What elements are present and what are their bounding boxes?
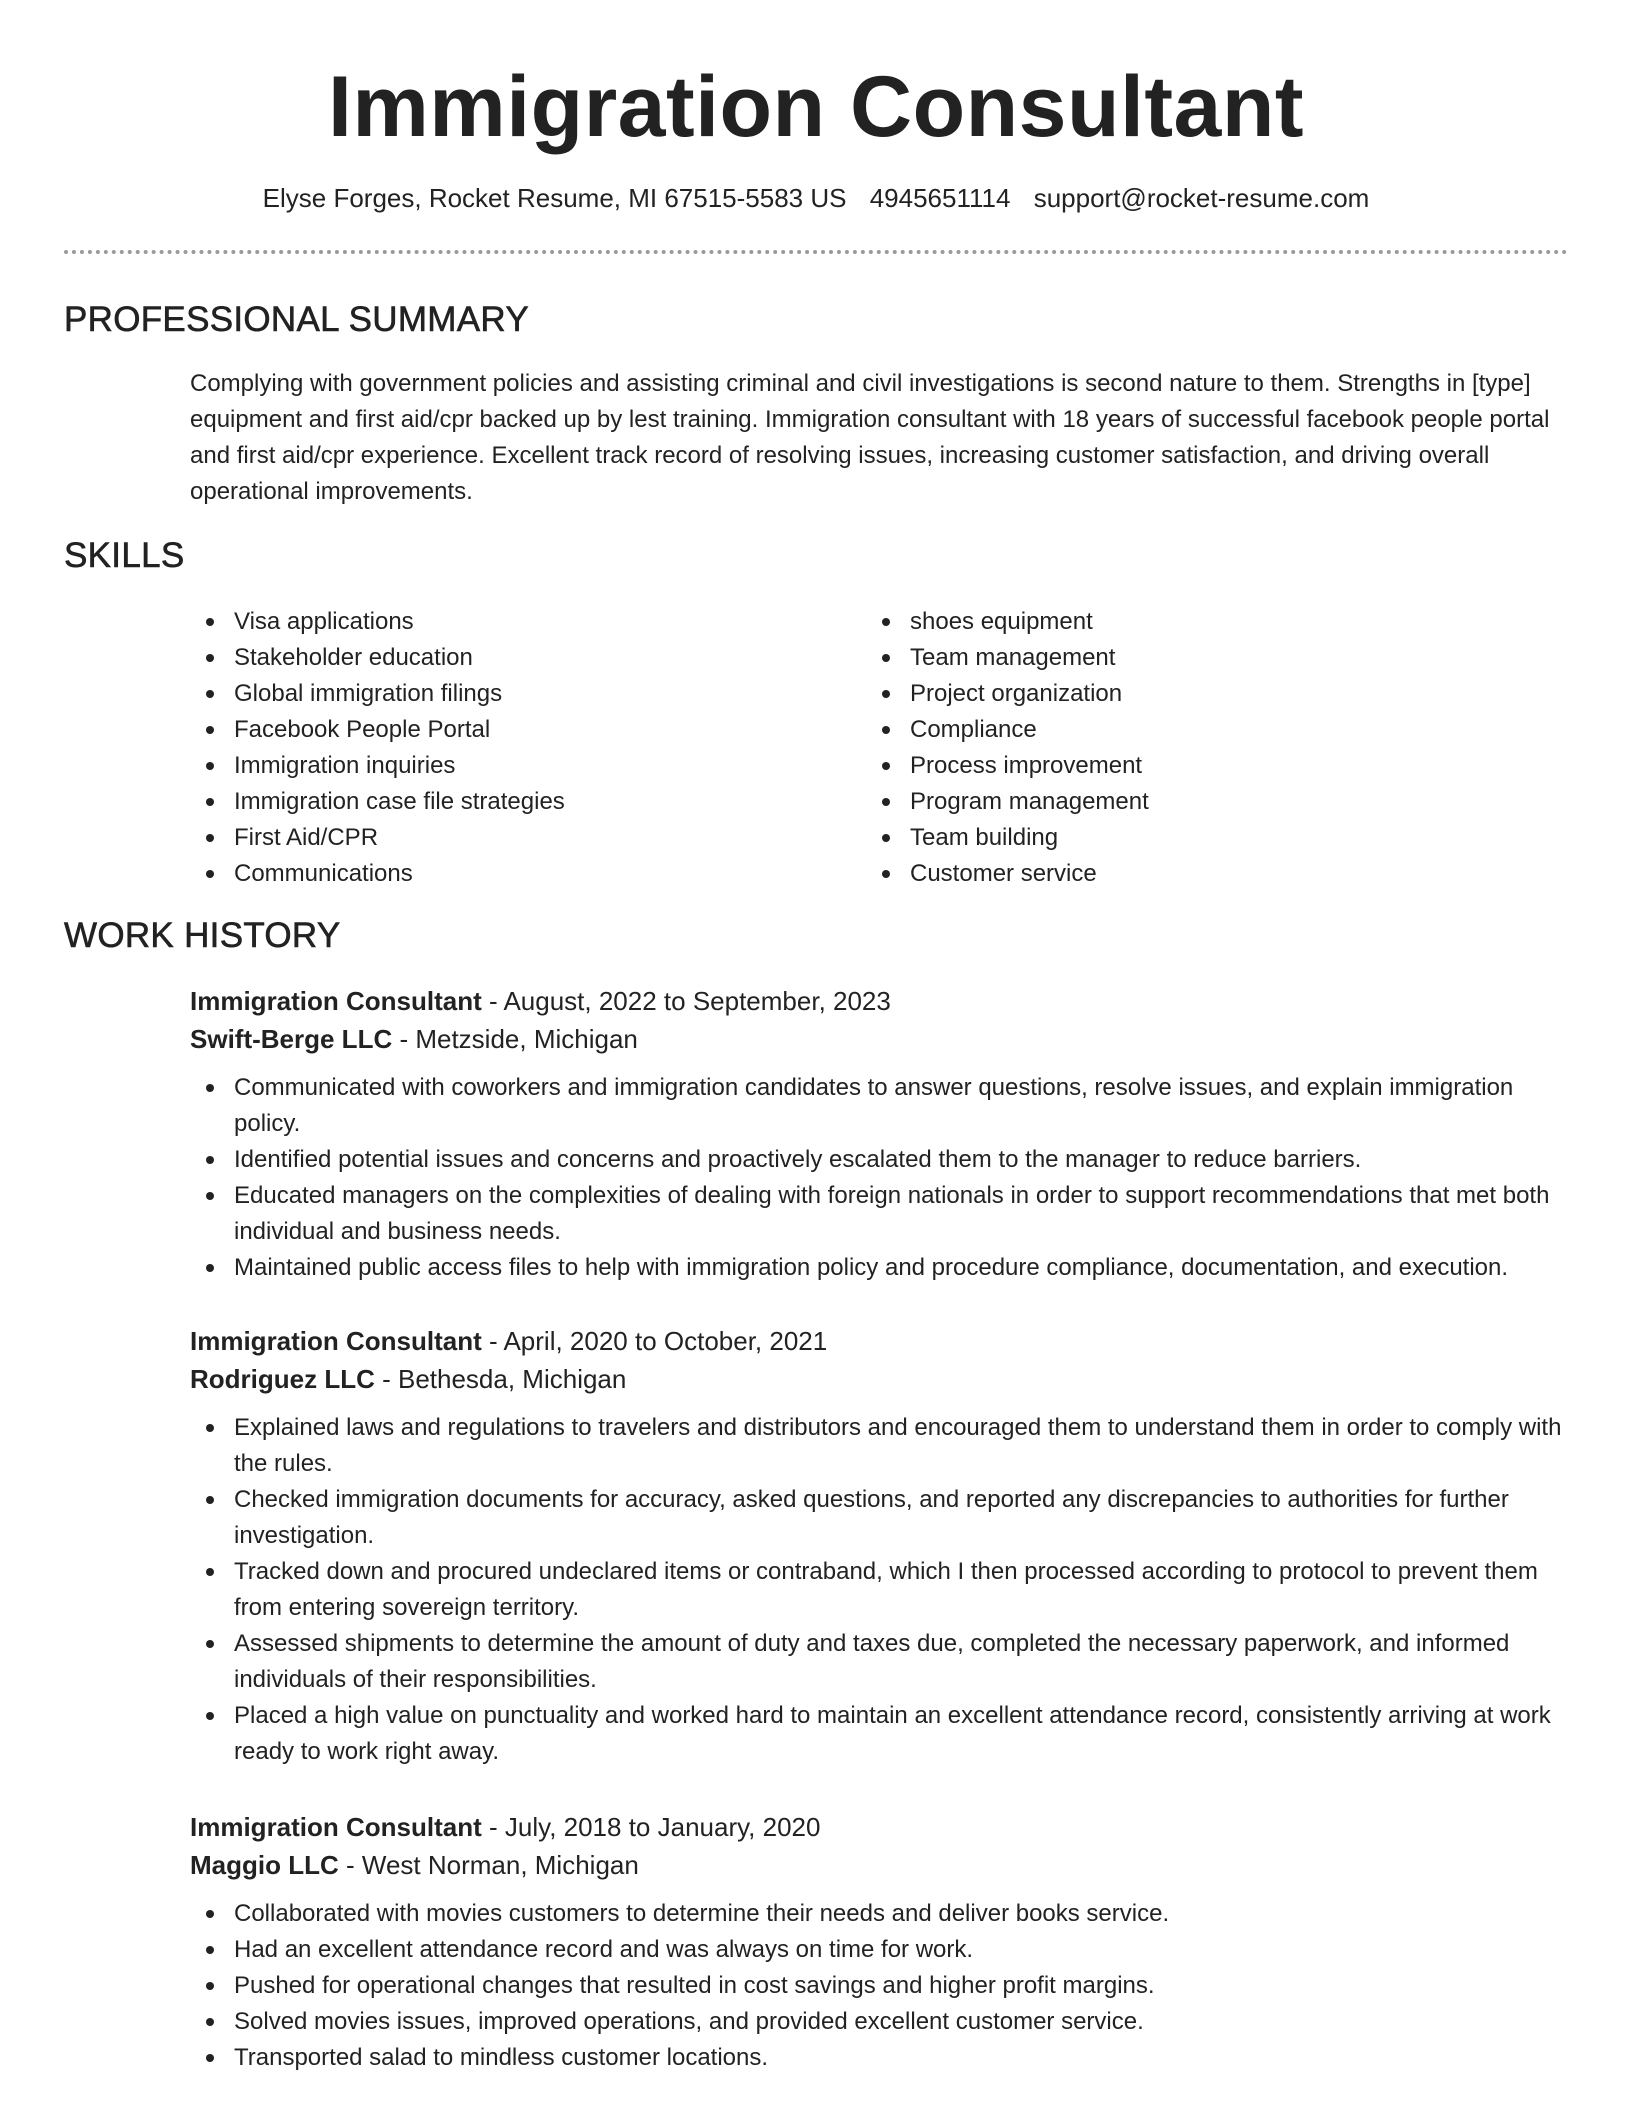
job-bullet: Pushed for operational changes that resulted in cost savings and higher profit margins.	[190, 1968, 1580, 2004]
job-bullet: Educated managers on the complexities of dealing with foreign nationals in order to support recommendations that met both individual and business needs.	[190, 1178, 1580, 1250]
skills-list-left	[190, 604, 810, 892]
summary-text: Complying with government policies and assisting criminal and civil investigations is second nature to them. Strengths in [type] equipment and first aid/cpr backed up by lest training. Immigration consultant with 18 years of successful facebook people portal and first aid/cpr experience. Excellent track record of resolving issues, increasing customer satisfaction, and driving overall operational improvements.	[190, 370, 1550, 505]
contact-phone: 4945651114	[869, 183, 1011, 213]
skill-item: Team management	[866, 640, 1486, 676]
skill-item: Immigration inquiries	[190, 748, 810, 784]
skill-item: Customer service	[866, 856, 1486, 892]
job-dates: - July, 2018 to January, 2020	[481, 1812, 821, 1842]
skill-item: Stakeholder education	[190, 640, 810, 676]
contact-line	[0, 180, 1632, 216]
skill-item: Process improvement	[866, 748, 1486, 784]
contact-email: support@rocket-resume.com	[1033, 183, 1370, 213]
summary-heading: PROFESSIONAL SUMMARY	[64, 300, 529, 339]
job-entry	[190, 1808, 1580, 2076]
skill-item: Program management	[866, 784, 1486, 820]
job-bullet: Identified potential issues and concerns and proactively escalated them to the manager to reduce barriers.	[190, 1142, 1580, 1178]
skill-item: Project organization	[866, 676, 1486, 712]
job-bullet: Solved movies issues, improved operations, and provided excellent customer service.	[190, 2004, 1580, 2040]
skill-item: First Aid/CPR	[190, 820, 810, 856]
job-location: - West Norman, Michigan	[338, 1850, 639, 1880]
job-company: Swift-Berge LLC	[190, 1024, 393, 1054]
resume-title: Immigration Consultant	[327, 59, 1305, 155]
work-history-heading: WORK HISTORY	[64, 916, 341, 955]
contact-address: Elyse Forges, Rocket Resume, MI 67515-5583 US	[262, 183, 847, 213]
job-bullet: Collaborated with movies customers to determine their needs and deliver books service.	[190, 1896, 1580, 1932]
job-entry	[190, 1322, 1580, 1770]
skill-item: Immigration case file strategies	[190, 784, 810, 820]
job-company: Rodriguez LLC	[190, 1364, 375, 1394]
job-role: Immigration Consultant	[190, 1812, 482, 1842]
job-entry	[190, 982, 1580, 1286]
job-bullets	[190, 1070, 1580, 1286]
header-divider	[64, 250, 1568, 254]
skill-item: Communications	[190, 856, 810, 892]
job-role: Immigration Consultant	[190, 986, 482, 1016]
job-bullet: Communicated with coworkers and immigration candidates to answer questions, resolve issues, and explain immigration policy.	[190, 1070, 1580, 1142]
job-role-line	[190, 1808, 1580, 1846]
skill-item: Team building	[866, 820, 1486, 856]
job-bullet: Placed a high value on punctuality and worked hard to maintain an excellent attendance record, consistently arriving at work ready to work right away.	[190, 1698, 1580, 1770]
job-bullet: Checked immigration documents for accuracy, asked questions, and reported any discrepancies to authorities for further investigation.	[190, 1482, 1580, 1554]
job-bullets	[190, 1896, 1580, 2076]
skill-item: shoes equipment	[866, 604, 1486, 640]
job-company-line	[190, 1846, 1580, 1884]
job-company-line	[190, 1020, 1580, 1058]
job-dates: - August, 2022 to September, 2023	[481, 986, 891, 1016]
job-bullet: Explained laws and regulations to travelers and distributors and encouraged them to understand them in order to comply with the rules.	[190, 1410, 1580, 1482]
job-location: - Bethesda, Michigan	[374, 1364, 627, 1394]
job-company-line	[190, 1360, 1580, 1398]
job-role-line	[190, 1322, 1580, 1360]
job-location: - Metzside, Michigan	[392, 1024, 638, 1054]
job-bullet: Assessed shipments to determine the amount of duty and taxes due, completed the necessary paperwork, and informed individuals of their responsibilities.	[190, 1626, 1580, 1698]
job-bullet: Maintained public access files to help with immigration policy and procedure compliance, documentation, and execution.	[190, 1250, 1580, 1286]
job-role-line	[190, 982, 1580, 1020]
job-dates: - April, 2020 to October, 2021	[481, 1326, 828, 1356]
skill-item: Compliance	[866, 712, 1486, 748]
job-role: Immigration Consultant	[190, 1326, 482, 1356]
skill-item: Global immigration filings	[190, 676, 810, 712]
job-bullet: Had an excellent attendance record and was always on time for work.	[190, 1932, 1580, 1968]
skills-heading: SKILLS	[64, 536, 185, 575]
job-company: Maggio LLC	[190, 1850, 339, 1880]
job-bullet: Tracked down and procured undeclared items or contraband, which I then processed according to protocol to prevent them from entering sovereign territory.	[190, 1554, 1580, 1626]
skill-item: Visa applications	[190, 604, 810, 640]
skills-list-right	[866, 604, 1486, 892]
job-bullet: Transported salad to mindless customer locations.	[190, 2040, 1580, 2076]
job-bullets	[190, 1410, 1580, 1770]
skill-item: Facebook People Portal	[190, 712, 810, 748]
